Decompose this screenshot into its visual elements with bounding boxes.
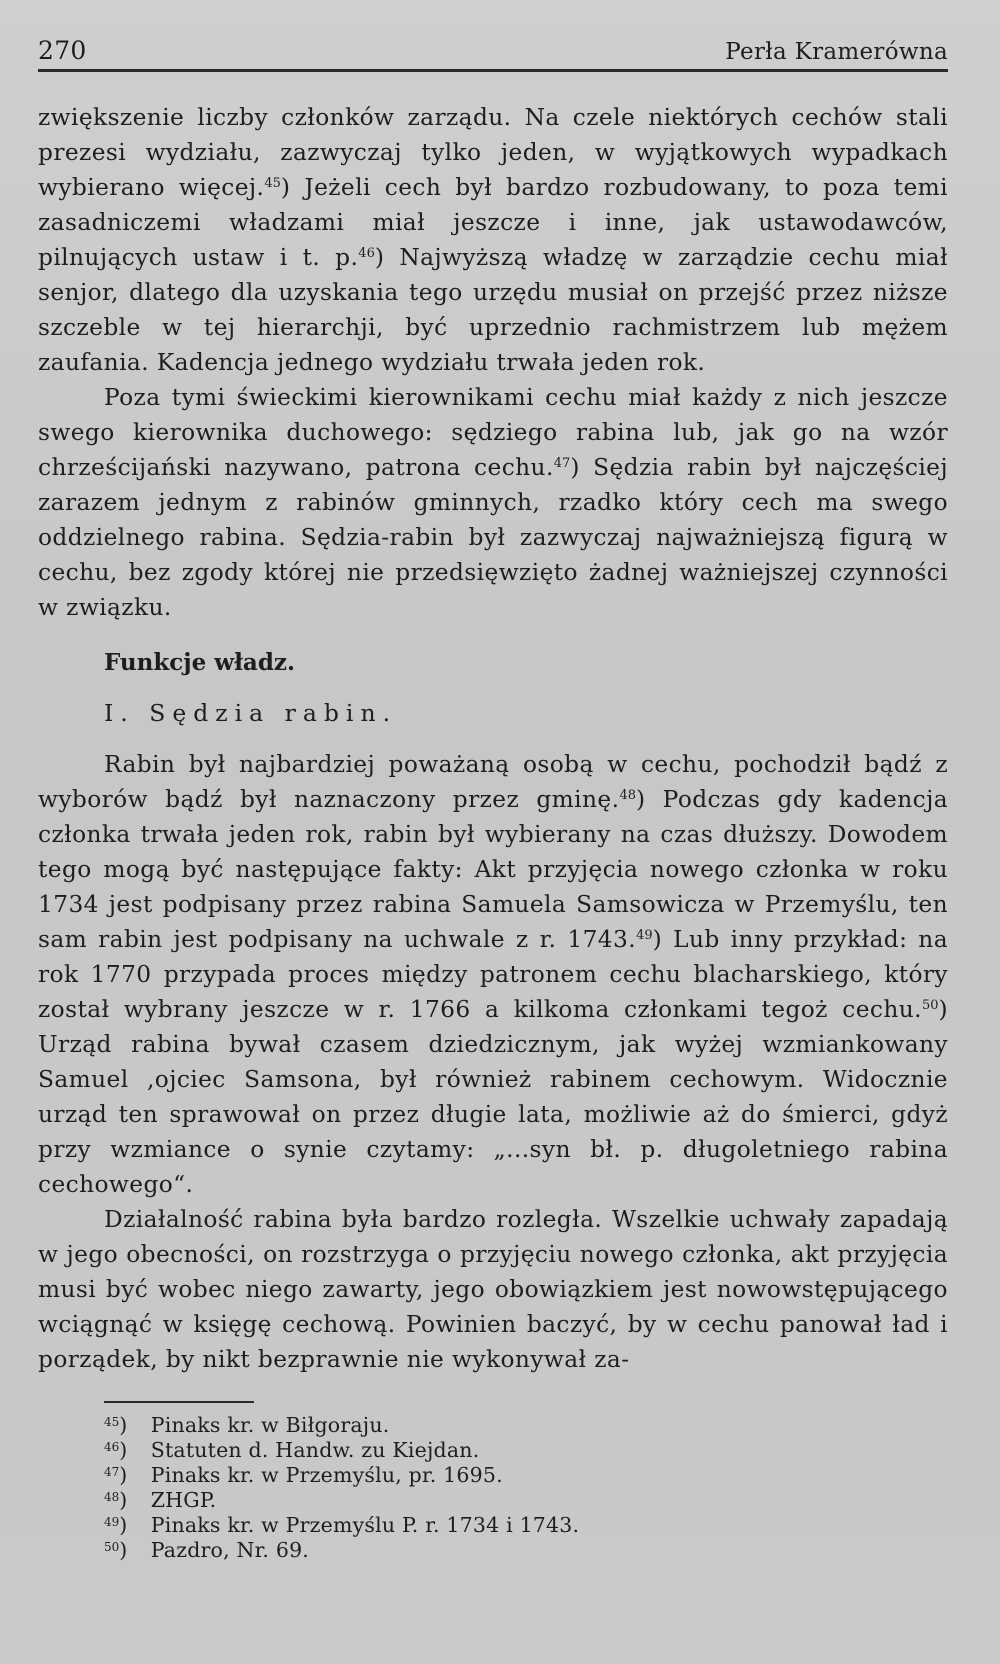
text-run: ) Najwyższą władzę w zarządzie cechu miał senjor, dlatego dla uzyskania tego urzędu musiał on przejść przez niższe szczeble w tej hierarchji, być uprzednio rachmistrzem lub mężem zaufania. Kadencja jednego wydziału trwała jeden rok.: [38, 244, 948, 376]
footnote-text: Pinaks kr. w Przemyślu P. r. 1734 i 1743.: [144, 1513, 580, 1537]
footnote: [104, 1513, 948, 1538]
text-run: ) Podczas gdy kadencja członka trwała jeden rok, rabin był wybierany na czas dłuższy. Dowodem tego mogą być następujące fakty: Akt przyjęcia nowego członka w roku 1734 jest podpisany przez rabina Samuela Samsowicza w Przemyślu, ten sam rabin jest podpisany na uchwale z r. 1743.: [38, 786, 948, 953]
text-run: ) Urząd rabina bywał czasem dziedzicznym, jak wyżej wzmiankowany Samuel ,ojciec Samsona, był również rabinem cechowym. Widocznie urząd ten sprawował on przez długie lata, możliwie aż do śmierci, gdyż przy wzmiance o synie czytamy: „...syn bł. p. długoletniego rabina cechowego“.: [38, 996, 948, 1198]
section-heading: Funkcje władz.: [104, 649, 295, 676]
footnote-marker: $^{48}$): [104, 1488, 128, 1512]
running-head: [38, 36, 948, 72]
text-run: ) Jeżeli cech był bardzo rozbudowany, to poza temi zasadniczemi władzami miał jeszcze i inne, jak ustawodawców, pilnujących ustaw i t. p.: [38, 174, 948, 271]
footnote-marker: $^{47}$): [104, 1463, 128, 1487]
text-run: Rabin był najbardziej poważaną osobą w cechu, pochodził bądź z wyborów bądź był naznaczony przez gminę.: [38, 751, 948, 813]
footnote: [104, 1413, 948, 1438]
footnote-text: ZHGP.: [144, 1488, 217, 1512]
footnote-text: Pazdro, Nr. 69.: [144, 1538, 310, 1562]
text-run: Działalność rabina była bardzo rozległa. Wszelkie uchwały zapadają w jego obecności, on rozstrzyga o przyjęciu nowego członka, akt przyjęcia musi być wobec niego zawarty, jego obowiązkiem jest nowowstępującego wciągnąć w księgę cechową. Powinien baczyć, by w cechu panował ład i porządek, by nikt bezprawnie nie wykonywał za-: [38, 1206, 948, 1373]
footnote: [104, 1488, 948, 1513]
footnote-marker: $^{46}$): [104, 1438, 128, 1462]
page-number: 270: [38, 36, 87, 65]
paragraph: [38, 100, 948, 380]
footnote-number: 46: [104, 1440, 120, 1454]
body-text: [38, 100, 948, 1377]
footnote-text: Pinaks kr. w Przemyślu, pr. 1695.: [144, 1463, 503, 1487]
footnote-rule: [104, 1401, 254, 1403]
running-head-author: Perła Kramerówna: [725, 39, 948, 65]
footnote-number: 45: [104, 1415, 120, 1429]
footnote: [104, 1463, 948, 1488]
footnote-marker: $^{45}$): [104, 1413, 128, 1437]
footnote-ref: 50: [921, 998, 939, 1013]
footnote-ref: 47: [553, 456, 571, 471]
paragraphs-block-2: [38, 747, 948, 1377]
footnote: [104, 1438, 948, 1463]
footnote-ref: 46: [358, 246, 375, 261]
footnote-ref: 49: [636, 928, 653, 943]
paragraphs-block-1: [38, 100, 948, 625]
text-run: ) Sędzia rabin był najczęściej zarazem jednym z rabinów gminnych, rzadko który cech ma swego oddzielnego rabina. Sędzia-rabin był zazwyczaj najważniejszą figurą w cechu, bez zgody której nie przedsięwzięto żadnej ważniejszej czynności w związku.: [38, 454, 948, 621]
footnote-number: 49: [104, 1515, 120, 1529]
footnote-ref: 48: [619, 788, 636, 803]
text-run: Poza tymi świeckimi kierownikami cechu miał każdy z nich jeszcze swego kierownika duchowego: sędziego rabina lub, jak go na wzór chrześcijański nazywano, patrona cechu.: [38, 384, 948, 481]
paragraph: [38, 380, 948, 625]
footnote-text: Statuten d. Handw. zu Kiejdan.: [144, 1438, 480, 1462]
paragraph: [38, 1202, 948, 1377]
footnote: [104, 1538, 948, 1563]
footnote-marker: $^{50}$): [104, 1538, 128, 1562]
footnote-number: 50: [104, 1540, 120, 1554]
footnotes: [104, 1413, 948, 1563]
subsection-heading: I. Sędzia rabin.: [104, 699, 398, 727]
footnote-number: 47: [104, 1465, 120, 1479]
text-run: ) Lub inny przykład: na rok 1770 przypada proces między patronem cechu blacharskiego, który został wybrany jeszcze w r. 1766 a kilkoma członkami tegoż cechu.: [38, 926, 949, 1023]
footnote-marker: $^{49}$): [104, 1513, 128, 1537]
footnote-number: 48: [104, 1490, 120, 1504]
text-run: zwiększenie liczby członków zarządu. Na czele niektórych cechów stali prezesi wydziału, zazwyczaj tylko jeden, w wyjątkowych wypadkach wybierano więcej.: [38, 104, 948, 201]
footnote-text: Pinaks kr. w Biłgoraju.: [144, 1413, 390, 1437]
footnote-ref: 45: [264, 176, 281, 191]
paragraph: [38, 747, 948, 1202]
